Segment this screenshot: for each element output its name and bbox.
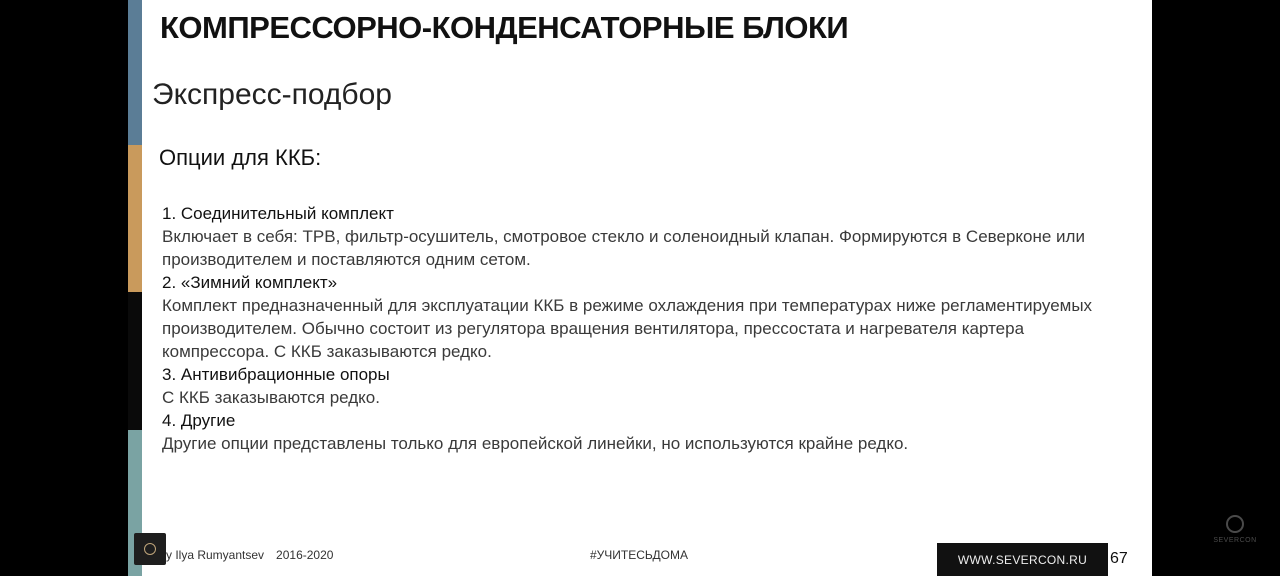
slide-subtitle: Экспресс-подбор <box>152 78 392 111</box>
accent-stripe-gold <box>128 145 142 292</box>
option-title: 3. Антивибрационные опоры <box>162 365 390 384</box>
option-title: 1. Соединительный комплект <box>162 204 394 223</box>
footer-hashtag: #УЧИТЕСЬДОМА <box>590 548 688 562</box>
option-description: С ККБ заказываются редко. <box>162 388 380 407</box>
option-description: Другие опции представлены только для европейской линейки, но используются крайне редко. <box>162 434 909 453</box>
options-list <box>162 202 1122 455</box>
author-name: y Ilya Rumyantsev <box>166 548 265 562</box>
footer-website: WWW.SEVERCON.RU <box>937 543 1108 576</box>
option-title: 2. «Зимний комплект» <box>162 273 338 292</box>
copyright-years: 2016-2020 <box>276 548 334 562</box>
accent-stripe-blue <box>128 0 142 145</box>
severcon-logo-icon <box>134 533 166 565</box>
presentation-slide <box>128 0 1152 576</box>
slide-title: КОМПРЕССОРНО-КОНДЕНСАТОРНЫЕ БЛОКИ <box>160 10 849 45</box>
accent-stripe-black <box>128 292 142 430</box>
severcon-watermark-icon <box>1212 515 1258 555</box>
watermark-text: SEVERCON <box>1213 537 1257 544</box>
logo-glyph <box>144 543 156 555</box>
watermark-circle <box>1226 515 1244 533</box>
footer-author <box>166 548 333 562</box>
option-title: 4. Другие <box>162 411 236 430</box>
section-heading: Опции для ККБ: <box>159 145 322 170</box>
option-description: Комплект предназначенный для эксплуатации ККБ в режиме охлаждения при температурах ниже регламентируемых производителем. Обычно состоит из регулятора вращения вентилятора, прессостата и нагревателя картера компрессора. С ККБ заказываются редко. <box>162 296 1093 361</box>
page-number: 67 <box>1110 550 1128 567</box>
option-description: Включает в себя: ТРВ, фильтр-осушитель, смотровое стекло и соленоидный клапан. Формируются в Северконе или производителем и поставляются одним сетом. <box>162 227 1085 269</box>
